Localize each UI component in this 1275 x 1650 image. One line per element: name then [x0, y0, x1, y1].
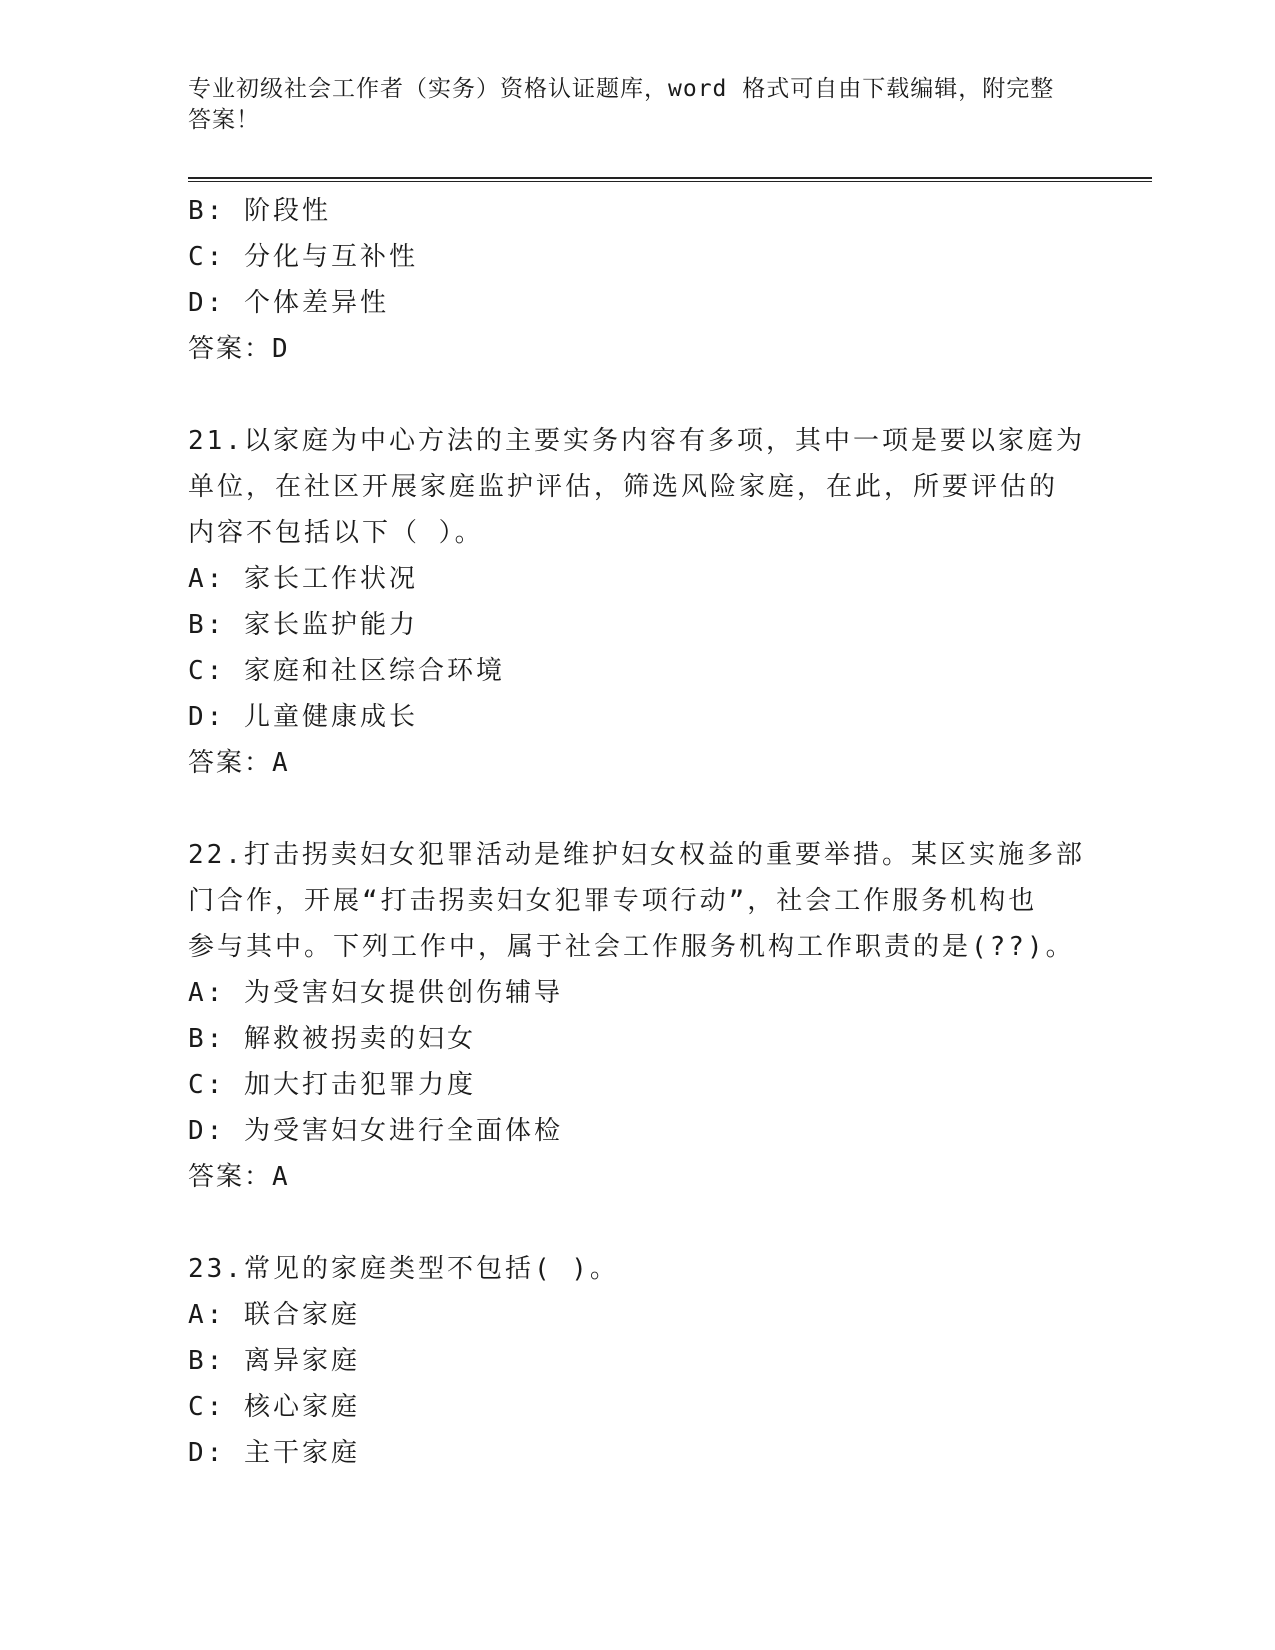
document-header — [188, 74, 1068, 136]
spacer — [188, 1200, 1088, 1246]
header-line-1: 专业初级社会工作者（实务）资格认证题库，word 格式可自由下载编辑，附完整 — [188, 76, 1055, 102]
question-text — [188, 832, 1088, 970]
question-list — [188, 188, 1088, 1476]
spacer — [188, 372, 1088, 418]
option-d: D: 儿童健康成长 — [188, 702, 418, 732]
question-line: 21.以家庭为中心方法的主要实务内容有多项，其中一项是要以家庭为 — [188, 426, 1085, 456]
question-line: 单位，在社区开展家庭监护评估，筛选风险家庭，在此，所要评估的 — [188, 472, 1059, 502]
option-c: C: 加大打击犯罪力度 — [188, 1070, 476, 1100]
question-line: 参与其中。下列工作中，属于社会工作服务机构工作职责的是(??)。 — [188, 932, 1075, 962]
question-line: 22.打击拐卖妇女犯罪活动是维护妇女权益的重要举措。某区实施多部 — [188, 840, 1085, 870]
prev-question-answer: 答案：D — [188, 334, 290, 364]
question-line: 23.常见的家庭类型不包括( )。 — [188, 1254, 619, 1284]
option-b: B: 阶段性 — [188, 196, 331, 226]
header-divider-thin — [188, 181, 1152, 182]
header-divider-thick — [188, 177, 1152, 179]
option-d: D: 为受害妇女进行全面体检 — [188, 1116, 563, 1146]
option-b: B: 家长监护能力 — [188, 610, 418, 640]
prev-question-options — [188, 188, 1088, 326]
option-a: A: 家长工作状况 — [188, 564, 418, 594]
option-a: A: 为受害妇女提供创伤辅导 — [188, 978, 563, 1008]
option-c: C: 分化与互补性 — [188, 242, 418, 272]
question-text — [188, 1246, 1088, 1292]
option-c: C: 核心家庭 — [188, 1392, 360, 1422]
answer-line: 答案：A — [188, 1162, 290, 1192]
question-line: 内容不包括以下（ ）。 — [188, 518, 484, 548]
question-23 — [188, 1246, 1088, 1476]
header-line-2: 答案！ — [188, 107, 260, 133]
option-a: A: 联合家庭 — [188, 1300, 360, 1330]
answer-line: 答案：A — [188, 748, 290, 778]
option-d: D: 主干家庭 — [188, 1438, 360, 1468]
question-21 — [188, 418, 1088, 786]
option-b: B: 离异家庭 — [188, 1346, 360, 1376]
option-d: D: 个体差异性 — [188, 288, 389, 318]
question-line: 门合作，开展“打击拐卖妇女犯罪专项行动”，社会工作服务机构也 — [188, 886, 1038, 916]
question-text — [188, 418, 1088, 556]
spacer — [188, 786, 1088, 832]
question-22 — [188, 832, 1088, 1200]
option-b: B: 解救被拐卖的妇女 — [188, 1024, 476, 1054]
option-c: C: 家庭和社区综合环境 — [188, 656, 505, 686]
